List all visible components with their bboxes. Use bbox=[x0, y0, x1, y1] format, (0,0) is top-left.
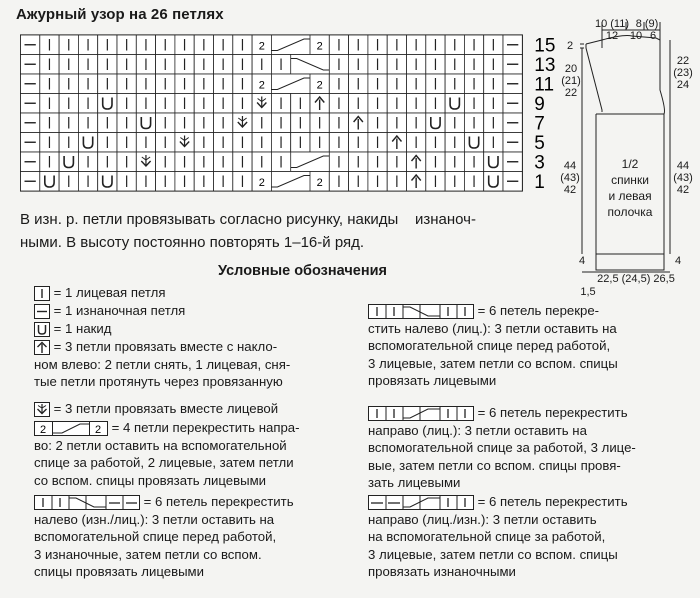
chart-row-label: 11 bbox=[534, 74, 555, 96]
purl-cell bbox=[503, 94, 522, 114]
knit-cell bbox=[214, 94, 233, 114]
knit-cell bbox=[117, 55, 136, 75]
knit-cell bbox=[310, 133, 329, 153]
knit-cell bbox=[214, 172, 233, 192]
knit-cell bbox=[329, 74, 348, 94]
cross6-left-purl-knit-icon bbox=[34, 495, 140, 510]
knit-cell bbox=[98, 133, 117, 153]
knit-cell bbox=[291, 94, 310, 114]
cable-cross4-cell bbox=[252, 35, 329, 55]
knit-cell bbox=[194, 172, 213, 192]
svg-text:2: 2 bbox=[316, 79, 323, 92]
knit-cell bbox=[464, 113, 483, 133]
knit-cell bbox=[349, 35, 368, 55]
cross6-right-knit-icon bbox=[368, 406, 474, 421]
purl-cell bbox=[503, 113, 522, 133]
knit-cell bbox=[484, 74, 503, 94]
knit-cell bbox=[426, 172, 445, 192]
yarn-over-cell bbox=[78, 133, 97, 153]
cable-cross4-cell bbox=[252, 74, 329, 94]
intro-line-2: ными. В высоту постоянно повторять 1–16-й ряд. bbox=[20, 234, 365, 251]
knit-cell bbox=[156, 152, 175, 172]
k3tog-left-cell bbox=[407, 152, 426, 172]
knit-cell bbox=[445, 74, 464, 94]
chart-row-label: 1 bbox=[534, 172, 545, 193]
knit-cell bbox=[329, 172, 348, 192]
knit-cell bbox=[329, 35, 348, 55]
knit-cell bbox=[78, 172, 97, 192]
purl-cell bbox=[503, 133, 522, 153]
knit-cell bbox=[156, 94, 175, 114]
cross4-symbol-icon bbox=[34, 421, 108, 436]
knit-cell bbox=[387, 94, 406, 114]
knit-cell bbox=[445, 172, 464, 192]
knit-cell bbox=[233, 152, 252, 172]
knit-cell bbox=[136, 133, 155, 153]
purl-cell bbox=[503, 172, 522, 192]
legend-knit: = 1 лицевая петля bbox=[34, 284, 165, 302]
svg-text:2: 2 bbox=[316, 177, 323, 189]
knit-cell bbox=[464, 74, 483, 94]
knit-cell bbox=[117, 172, 136, 192]
knit-cell bbox=[194, 74, 213, 94]
svg-text:2: 2 bbox=[258, 177, 265, 189]
knit-cell bbox=[233, 94, 252, 114]
knit-cell bbox=[136, 35, 155, 55]
yarn-over-cell bbox=[59, 152, 78, 172]
purl-symbol-icon bbox=[34, 304, 50, 319]
k3tog-left-cell bbox=[310, 94, 329, 114]
intro-text bbox=[20, 208, 530, 254]
k3tog-left-symbol-icon bbox=[34, 340, 50, 355]
knit-cell bbox=[175, 172, 194, 192]
knit-cell bbox=[464, 55, 483, 75]
legend-k3tog: = 3 петли провязать вместе лицевой bbox=[34, 400, 278, 418]
knit-cell bbox=[59, 94, 78, 114]
svg-text:2: 2 bbox=[258, 40, 265, 53]
knit-cell bbox=[136, 172, 155, 192]
knit-cell bbox=[156, 55, 175, 75]
knit-cell bbox=[98, 35, 117, 55]
knit-cell bbox=[175, 152, 194, 172]
knit-cell bbox=[484, 94, 503, 114]
knit-cell bbox=[214, 113, 233, 133]
legend-cross6-right-k: = 6 петель перекрестить направо (лиц.): 3 петли оставить на вспомогательной спице за работой, 3 лице- вые, затем петли со вспом. спицы провя- зать лицевыми bbox=[368, 405, 636, 490]
legend-cross6-left-pk: = 6 петель перекрестить налево (изн./лиц.): 3 петли оставить на вспомогательной спице перед работой, 3 изнаночные, затем петли со вспом. спицы провязать лицевыми bbox=[34, 494, 294, 579]
chart-row-label: 13 bbox=[534, 55, 556, 76]
knit-cell bbox=[349, 94, 368, 114]
knit-cell bbox=[175, 35, 194, 55]
knit-cell bbox=[464, 172, 483, 192]
knit-cell bbox=[426, 133, 445, 153]
knit-cell bbox=[445, 55, 464, 75]
k3tog-left-cell bbox=[387, 133, 406, 153]
knit-cell bbox=[59, 55, 78, 75]
knit-cell bbox=[214, 152, 233, 172]
knit-cell bbox=[117, 74, 136, 94]
knit-cell bbox=[484, 133, 503, 153]
knit-cell bbox=[407, 113, 426, 133]
knit-cell bbox=[78, 74, 97, 94]
yarn-over-cell bbox=[40, 172, 59, 192]
knit-cell bbox=[78, 35, 97, 55]
knit-cell bbox=[271, 133, 290, 153]
cable-cross6-right-cell bbox=[252, 152, 368, 172]
knit-cell bbox=[349, 133, 368, 153]
knit-cell bbox=[271, 113, 290, 133]
knit-cell bbox=[291, 113, 310, 133]
knit-cell bbox=[387, 74, 406, 94]
yarn-over-cell bbox=[98, 172, 117, 192]
knit-cell bbox=[368, 133, 387, 153]
knit-cell bbox=[387, 55, 406, 75]
knit-cell bbox=[407, 133, 426, 153]
k3tog-left-cell bbox=[349, 113, 368, 133]
knit-cell bbox=[40, 35, 59, 55]
legend-k3tog-left: = 3 петли провязать вместе с накло- ном влево: 2 петли снять, 1 лицевая, сня- тые петли протянуть через провязанную bbox=[34, 339, 291, 389]
knit-cell bbox=[407, 35, 426, 55]
knit-cell bbox=[214, 55, 233, 75]
knit-cell bbox=[40, 113, 59, 133]
knit-cell bbox=[484, 113, 503, 133]
k3tog-cell bbox=[252, 94, 271, 114]
knit-cell bbox=[175, 74, 194, 94]
knit-cell bbox=[445, 113, 464, 133]
purl-cell bbox=[21, 133, 40, 153]
knit-cell bbox=[136, 74, 155, 94]
knit-cell bbox=[310, 113, 329, 133]
knit-symbol-icon bbox=[34, 286, 50, 301]
purl-cell bbox=[503, 152, 522, 172]
svg-text:2: 2 bbox=[258, 79, 265, 92]
purl-cell bbox=[503, 55, 522, 75]
knit-cell bbox=[78, 55, 97, 75]
yarn-over-cell bbox=[484, 172, 503, 192]
knit-cell bbox=[78, 94, 97, 114]
knit-cell bbox=[40, 94, 59, 114]
chart-row-label: 9 bbox=[534, 94, 545, 115]
yarn-over-cell bbox=[136, 113, 155, 133]
knit-cell bbox=[175, 113, 194, 133]
knit-cell bbox=[194, 152, 213, 172]
svg-text:2: 2 bbox=[40, 424, 47, 437]
purl-cell bbox=[21, 152, 40, 172]
yarn-over-cell bbox=[484, 152, 503, 172]
purl-cell bbox=[503, 35, 522, 55]
k3tog-cell bbox=[136, 152, 155, 172]
intro-line-1: В изн. р. петли провязывать согласно рисунку, накиды изнаноч- bbox=[20, 211, 476, 228]
knit-cell bbox=[368, 55, 387, 75]
knit-cell bbox=[59, 35, 78, 55]
legend-cross4: 2 2 = 4 петли перекрестить напра- во: 2 петли оставить на вспомогательной спице за работой, 2 лицевые, затем петли со вспом. спицы провязать лицевыми bbox=[34, 420, 300, 488]
knit-cell bbox=[329, 133, 348, 153]
knit-cell bbox=[175, 55, 194, 75]
knit-cell bbox=[194, 35, 213, 55]
cable-cross6-left-cell bbox=[252, 55, 368, 75]
knit-cell bbox=[233, 55, 252, 75]
k3tog-left-cell bbox=[407, 172, 426, 192]
knit-cell bbox=[484, 55, 503, 75]
knit-cell bbox=[368, 113, 387, 133]
knit-cell bbox=[387, 152, 406, 172]
knit-cell bbox=[329, 94, 348, 114]
k3tog-symbol-icon bbox=[34, 402, 50, 417]
knit-cell bbox=[156, 133, 175, 153]
knit-cell bbox=[426, 55, 445, 75]
knit-cell bbox=[349, 172, 368, 192]
knit-cell bbox=[407, 74, 426, 94]
knit-cell bbox=[194, 94, 213, 114]
knit-cell bbox=[194, 113, 213, 133]
knit-cell bbox=[368, 172, 387, 192]
purl-cell bbox=[21, 94, 40, 114]
knit-cell bbox=[194, 55, 213, 75]
knit-cell bbox=[40, 133, 59, 153]
purl-cell bbox=[21, 74, 40, 94]
knit-cell bbox=[214, 133, 233, 153]
knit-cell bbox=[464, 35, 483, 55]
garment-schematic: 10 (11) 8 (9) 12 10 6 2 20 (21) 22 22 (23) 24 1/2 спинки и левая полочка 44 (43) 42 44 (43) 42 4 4 22,5 (24,5) 26,5 1,5 bbox=[556, 10, 696, 300]
knit-cell bbox=[98, 113, 117, 133]
knit-cell bbox=[117, 113, 136, 133]
knit-cell bbox=[233, 35, 252, 55]
knit-cell bbox=[407, 55, 426, 75]
knit-cell bbox=[59, 172, 78, 192]
yarn-over-cell bbox=[426, 113, 445, 133]
knit-cell bbox=[40, 74, 59, 94]
yarn-over-cell bbox=[98, 94, 117, 114]
knit-cell bbox=[484, 35, 503, 55]
knit-cell bbox=[407, 94, 426, 114]
knit-cell bbox=[233, 172, 252, 192]
knit-cell bbox=[349, 74, 368, 94]
knit-cell bbox=[98, 152, 117, 172]
knit-cell bbox=[156, 172, 175, 192]
knit-cell bbox=[59, 74, 78, 94]
knit-cell bbox=[233, 133, 252, 153]
knit-cell bbox=[117, 35, 136, 55]
knit-cell bbox=[368, 35, 387, 55]
legend-yarn-over: = 1 накид bbox=[34, 320, 111, 338]
yarn-over-symbol-icon bbox=[34, 322, 50, 337]
legend-purl: = 1 изнаночная петля bbox=[34, 302, 185, 320]
knit-cell bbox=[117, 133, 136, 153]
knit-cell bbox=[136, 55, 155, 75]
knit-cell bbox=[98, 55, 117, 75]
knit-cell bbox=[156, 113, 175, 133]
knit-cell bbox=[40, 55, 59, 75]
svg-text:2: 2 bbox=[95, 424, 102, 437]
knit-cell bbox=[445, 35, 464, 55]
knit-cell bbox=[291, 133, 310, 153]
knit-cell bbox=[387, 172, 406, 192]
knit-cell bbox=[445, 152, 464, 172]
knit-cell bbox=[233, 74, 252, 94]
chart-title: Ажурный узор на 26 петлях bbox=[16, 6, 224, 23]
knit-cell bbox=[156, 35, 175, 55]
knit-cell bbox=[136, 94, 155, 114]
chart-row-label: 7 bbox=[534, 113, 545, 135]
legend-cross6-left-k: = 6 петель перекре- стить налево (лиц.): 3 петли оставить на вспомогательной спице перед работой, 3 лицевые, затем петли со вспом. спицы провязать лицевыми bbox=[368, 303, 618, 388]
knit-cell bbox=[156, 74, 175, 94]
knit-cell bbox=[175, 94, 194, 114]
chart-row-label: 15 bbox=[534, 35, 556, 57]
knit-cell bbox=[426, 35, 445, 55]
knit-cell bbox=[40, 152, 59, 172]
knit-cell bbox=[368, 152, 387, 172]
purl-cell bbox=[503, 74, 522, 94]
purl-cell bbox=[21, 35, 40, 55]
knit-cell bbox=[78, 113, 97, 133]
knit-cell bbox=[271, 94, 290, 114]
knit-cell bbox=[214, 74, 233, 94]
legend-cross6-right-kp: = 6 петель перекрестить направо (лиц./изн.): 3 петли оставить на вспомогательной спице за работой, 3 лицевые, затем петли со вспом. спицы провязать изнаночными bbox=[368, 494, 628, 579]
knit-cell bbox=[387, 113, 406, 133]
cable-cross4-cell bbox=[252, 172, 329, 192]
knit-cell bbox=[59, 113, 78, 133]
knit-cell bbox=[464, 152, 483, 172]
purl-cell bbox=[21, 172, 40, 192]
knit-cell bbox=[98, 74, 117, 94]
knit-cell bbox=[214, 35, 233, 55]
chart-row-label: 3 bbox=[534, 152, 545, 174]
knit-cell bbox=[426, 94, 445, 114]
k3tog-cell bbox=[233, 113, 252, 133]
knit-cell bbox=[252, 133, 271, 153]
chart-row-label: 5 bbox=[534, 133, 545, 154]
knit-cell bbox=[194, 133, 213, 153]
knit-cell bbox=[464, 94, 483, 114]
knit-cell bbox=[78, 152, 97, 172]
svg-text:2: 2 bbox=[316, 40, 323, 53]
k3tog-cell bbox=[175, 133, 194, 153]
knit-cell bbox=[59, 133, 78, 153]
knit-cell bbox=[387, 35, 406, 55]
knit-cell bbox=[368, 94, 387, 114]
yarn-over-cell bbox=[464, 133, 483, 153]
knit-cell bbox=[426, 74, 445, 94]
knit-cell bbox=[117, 94, 136, 114]
knit-cell bbox=[368, 74, 387, 94]
cross6-left-knit-icon bbox=[368, 304, 474, 319]
purl-cell bbox=[21, 55, 40, 75]
knit-cell bbox=[445, 133, 464, 153]
knit-cell bbox=[252, 113, 271, 133]
knit-cell bbox=[426, 152, 445, 172]
knitting-chart bbox=[20, 34, 580, 199]
legend-title: Условные обозначения bbox=[218, 263, 387, 279]
knit-cell bbox=[329, 113, 348, 133]
purl-cell bbox=[21, 113, 40, 133]
yarn-over-cell bbox=[445, 94, 464, 114]
cross6-right-knit-purl-icon bbox=[368, 495, 474, 510]
knit-cell bbox=[117, 152, 136, 172]
